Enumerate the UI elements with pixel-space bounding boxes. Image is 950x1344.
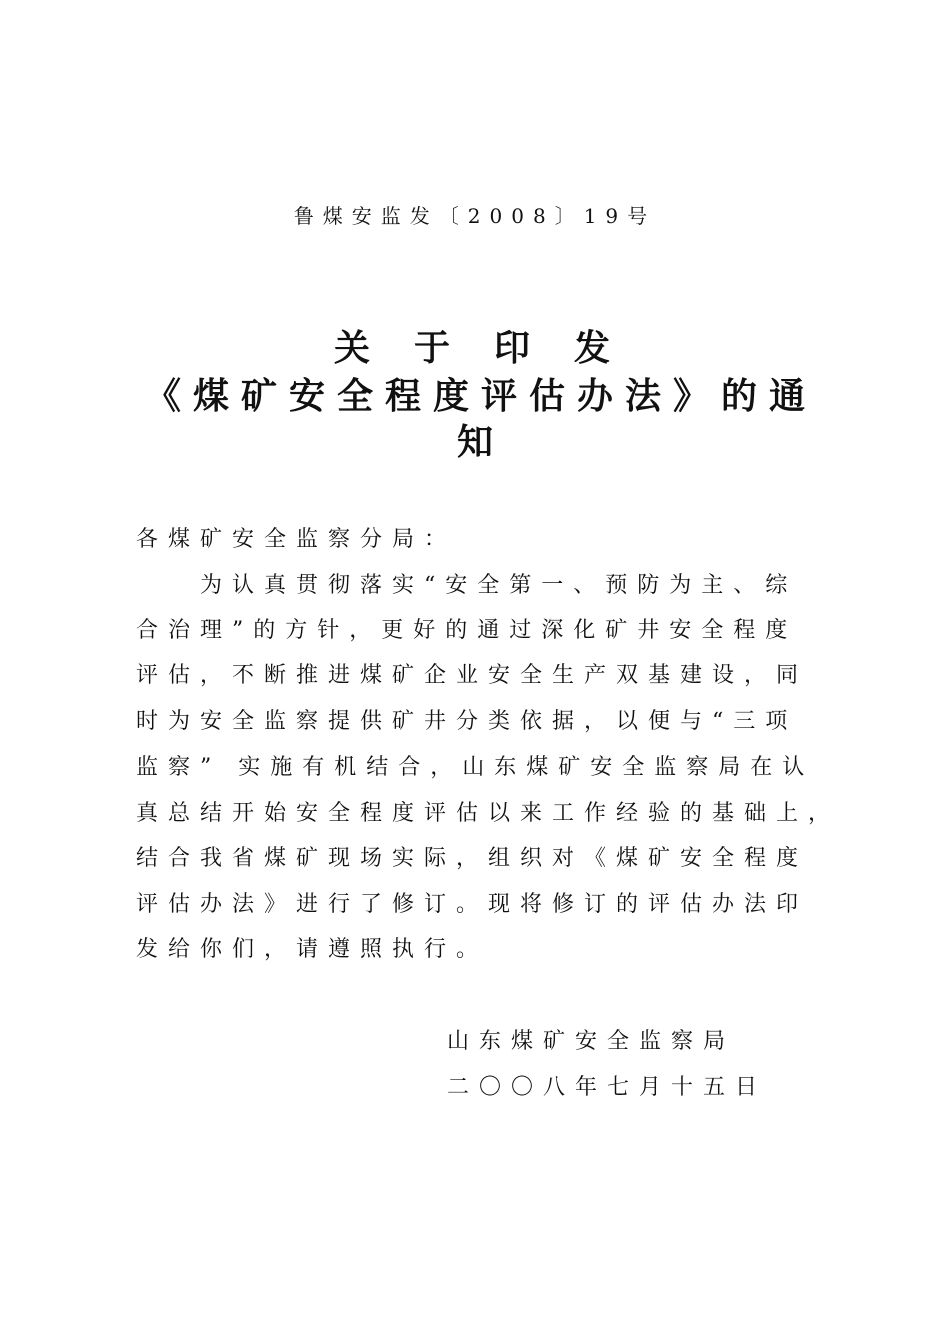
document-number: 鲁煤安监发〔2008〕19号 <box>293 204 657 228</box>
salutation: 各煤矿安全监察分局： <box>136 527 457 552</box>
body-line: 评估办法》进行了修订。现将修订的评估办法印 <box>136 892 809 917</box>
body-line: 发给你们，请遵照执行。 <box>136 937 489 962</box>
issue-date: 二〇〇八年七月十五日 <box>447 1075 768 1100</box>
body-line: 时为安全监察提供矿井分类依据，以便与“三项 <box>136 709 798 734</box>
document-title-line-3: 知 <box>456 421 493 463</box>
issuer-name: 山东煤矿安全监察局 <box>447 1029 736 1054</box>
body-line: 为认真贯彻落实“安全第一、预防为主、综 <box>200 573 798 598</box>
body-line: 结合我省煤矿现场实际，组织对《煤矿安全程度 <box>136 846 809 871</box>
document-title-line-1: 关于印发 <box>333 327 654 369</box>
body-line: 真总结开始安全程度评估以来工作经验的基础上， <box>136 801 841 826</box>
body-line: 评估，不断推进煤矿企业安全生产双基建设，同 <box>136 663 809 688</box>
document-title-line-2: 《煤矿安全程度评估办法》的通 <box>144 375 817 417</box>
body-line: 合治理”的方针，更好的通过深化矿井安全程度 <box>136 618 798 643</box>
body-line: 监察” 实施有机结合，山东煤矿安全监察局在认 <box>136 755 815 780</box>
